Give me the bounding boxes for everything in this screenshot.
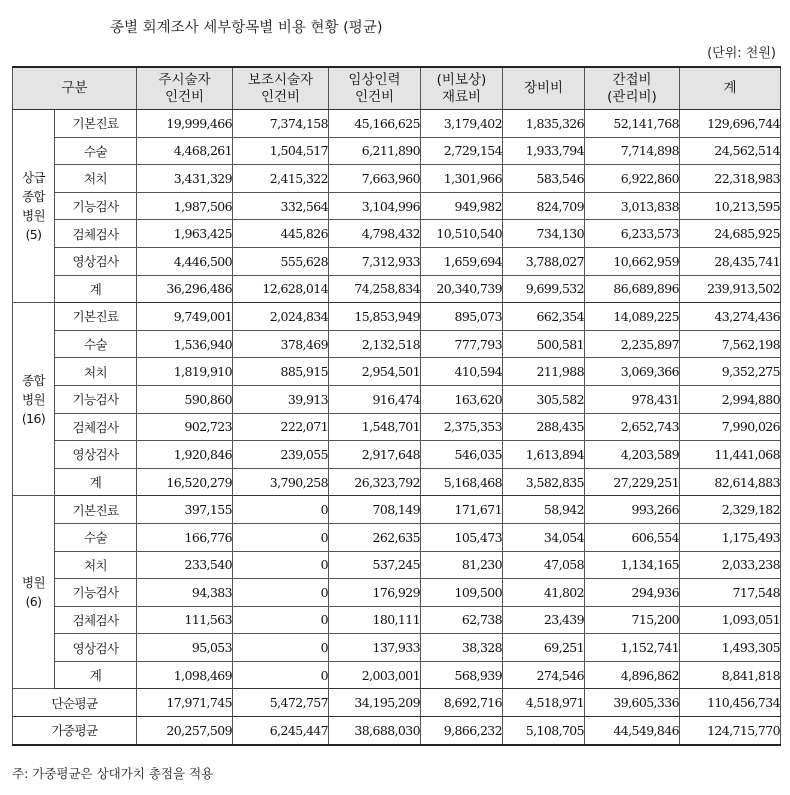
table-cell: 4,896,862: [585, 661, 680, 689]
table-cell: 17,971,745: [137, 689, 233, 717]
header-col: 간접비 (관리비): [585, 67, 680, 110]
table-row: [13, 220, 781, 248]
row-label: 처치: [55, 165, 137, 193]
table-cell: 8,841,818: [680, 661, 781, 689]
table-cell: 555,628: [233, 247, 329, 275]
row-label: 기본진료: [55, 496, 137, 524]
row-label: 계: [55, 661, 137, 689]
table-cell: 11,441,068: [680, 441, 781, 469]
table-cell: 708,149: [329, 496, 421, 524]
table-cell: 1,987,506: [137, 192, 233, 220]
table-cell: 1,548,701: [329, 413, 421, 441]
table-cell: 2,954,501: [329, 358, 421, 386]
table-cell: 74,258,834: [329, 275, 421, 303]
table-row: [13, 441, 781, 469]
table-cell: 19,999,466: [137, 110, 233, 138]
table-cell: 885,915: [233, 358, 329, 386]
table-cell: 2,024,834: [233, 303, 329, 331]
table-title: 종별 회계조사 세부항목별 비용 현황 (평균): [110, 20, 383, 36]
table-cell: 294,936: [585, 579, 680, 607]
row-label: 기능검사: [55, 192, 137, 220]
table-cell: 262,635: [329, 523, 421, 551]
table-cell: 583,546: [503, 165, 585, 193]
table-cell: 2,329,182: [680, 496, 781, 524]
table-cell: 332,564: [233, 192, 329, 220]
table-row: [13, 385, 781, 413]
unit-label: (단위: 천원): [707, 46, 776, 61]
header-category: 구분: [13, 67, 137, 110]
table-cell: 777,793: [421, 330, 503, 358]
table-cell: 10,662,959: [585, 247, 680, 275]
group-label: 종합 병원 (16): [13, 303, 55, 496]
table-cell: 568,939: [421, 661, 503, 689]
row-label: 처치: [55, 551, 137, 579]
table-cell: 20,340,739: [421, 275, 503, 303]
table-cell: 94,383: [137, 579, 233, 607]
row-label: 영상검사: [55, 247, 137, 275]
table-cell: 38,688,030: [329, 717, 421, 745]
table-row: [13, 358, 781, 386]
table-cell: 233,540: [137, 551, 233, 579]
table-cell: 0: [233, 661, 329, 689]
cost-table: [12, 66, 781, 746]
table-cell: 180,111: [329, 606, 421, 634]
table-cell: 26,323,792: [329, 468, 421, 496]
table-cell: 1,835,326: [503, 110, 585, 138]
table-cell: 2,003,001: [329, 661, 421, 689]
row-label: 기능검사: [55, 385, 137, 413]
table-cell: 1,819,910: [137, 358, 233, 386]
row-label: 기본진료: [55, 110, 137, 138]
table-cell: 378,469: [233, 330, 329, 358]
header-row: [13, 67, 781, 110]
table-cell: 1,098,469: [137, 661, 233, 689]
table-cell: 1,134,165: [585, 551, 680, 579]
table-cell: 95,053: [137, 634, 233, 662]
table-cell: 824,709: [503, 192, 585, 220]
table-cell: 105,473: [421, 523, 503, 551]
table-cell: 895,073: [421, 303, 503, 331]
group-label: 상급 종합 병원 (5): [13, 110, 55, 303]
table-cell: 4,798,432: [329, 220, 421, 248]
table-cell: 3,069,366: [585, 358, 680, 386]
table-cell: 28,435,741: [680, 247, 781, 275]
table-cell: 1,175,493: [680, 523, 781, 551]
table-cell: 537,245: [329, 551, 421, 579]
header-col: 계: [680, 67, 781, 110]
table-cell: 4,468,261: [137, 137, 233, 165]
summary-row: [13, 689, 781, 717]
table-cell: 993,266: [585, 496, 680, 524]
table-row: [13, 634, 781, 662]
table-cell: 500,581: [503, 330, 585, 358]
table-cell: 24,685,925: [680, 220, 781, 248]
table-cell: 163,620: [421, 385, 503, 413]
table-cell: 9,866,232: [421, 717, 503, 745]
table-cell: 397,155: [137, 496, 233, 524]
table-cell: 45,166,625: [329, 110, 421, 138]
table-cell: 7,562,198: [680, 330, 781, 358]
table-cell: 2,132,518: [329, 330, 421, 358]
table-row: [13, 192, 781, 220]
table-cell: 0: [233, 496, 329, 524]
table-cell: 171,671: [421, 496, 503, 524]
table-cell: 111,563: [137, 606, 233, 634]
row-label: 수술: [55, 137, 137, 165]
table-cell: 5,108,705: [503, 717, 585, 745]
table-cell: 109,500: [421, 579, 503, 607]
table-cell: 124,715,770: [680, 717, 781, 745]
table-cell: 1,613,894: [503, 441, 585, 469]
table-cell: 662,354: [503, 303, 585, 331]
table-cell: 23,439: [503, 606, 585, 634]
table-cell: 62,738: [421, 606, 503, 634]
table-row: [13, 496, 781, 524]
table-row: [13, 137, 781, 165]
table-cell: 9,749,001: [137, 303, 233, 331]
table-cell: 2,033,238: [680, 551, 781, 579]
table-cell: 14,089,225: [585, 303, 680, 331]
table-cell: 43,274,436: [680, 303, 781, 331]
table-cell: 41,802: [503, 579, 585, 607]
table-cell: 1,659,694: [421, 247, 503, 275]
summary-row: [13, 717, 781, 745]
table-cell: 1,963,425: [137, 220, 233, 248]
table-row: [13, 661, 781, 689]
table-cell: 2,652,743: [585, 413, 680, 441]
table-cell: 15,853,949: [329, 303, 421, 331]
table-cell: 2,917,648: [329, 441, 421, 469]
table-row: [13, 413, 781, 441]
table-cell: 288,435: [503, 413, 585, 441]
table-cell: 4,518,971: [503, 689, 585, 717]
table-cell: 58,942: [503, 496, 585, 524]
table-cell: 7,663,960: [329, 165, 421, 193]
table-cell: 6,211,890: [329, 137, 421, 165]
table-cell: 1,493,305: [680, 634, 781, 662]
table-cell: 211,988: [503, 358, 585, 386]
table-cell: 916,474: [329, 385, 421, 413]
group-label: 병원 (6): [13, 496, 55, 689]
table-cell: 715,200: [585, 606, 680, 634]
table-cell: 7,714,898: [585, 137, 680, 165]
table-cell: 5,168,468: [421, 468, 503, 496]
table-cell: 166,776: [137, 523, 233, 551]
table-cell: 239,913,502: [680, 275, 781, 303]
table-cell: 2,729,154: [421, 137, 503, 165]
table-cell: 6,922,860: [585, 165, 680, 193]
table-cell: 445,826: [233, 220, 329, 248]
table-cell: 39,913: [233, 385, 329, 413]
footnote: 주: 가중평균은 상대가치 총점을 적용: [12, 766, 214, 781]
table-cell: 3,582,835: [503, 468, 585, 496]
table-cell: 606,554: [585, 523, 680, 551]
table-cell: 6,245,447: [233, 717, 329, 745]
table-cell: 39,605,336: [585, 689, 680, 717]
table-cell: 4,446,500: [137, 247, 233, 275]
table-cell: 1,152,741: [585, 634, 680, 662]
table-row: [13, 579, 781, 607]
row-label: 계: [55, 468, 137, 496]
table-cell: 0: [233, 523, 329, 551]
table-cell: 0: [233, 634, 329, 662]
table-cell: 2,375,353: [421, 413, 503, 441]
table-row: [13, 110, 781, 138]
table-cell: 9,699,532: [503, 275, 585, 303]
table-cell: 6,233,573: [585, 220, 680, 248]
table-cell: 1,093,051: [680, 606, 781, 634]
table-row: [13, 165, 781, 193]
table-cell: 22,318,983: [680, 165, 781, 193]
table-cell: 590,860: [137, 385, 233, 413]
table-cell: 69,251: [503, 634, 585, 662]
table-cell: 8,692,716: [421, 689, 503, 717]
table-cell: 86,689,896: [585, 275, 680, 303]
header-col: 장비비: [503, 67, 585, 110]
table-row: [13, 303, 781, 331]
table-cell: 1,504,517: [233, 137, 329, 165]
table-cell: 410,594: [421, 358, 503, 386]
table-cell: 38,328: [421, 634, 503, 662]
table-cell: 5,472,757: [233, 689, 329, 717]
table-cell: 0: [233, 606, 329, 634]
table-cell: 734,130: [503, 220, 585, 248]
row-label: 수술: [55, 523, 137, 551]
table-cell: 27,229,251: [585, 468, 680, 496]
table-cell: 546,035: [421, 441, 503, 469]
row-label: 기본진료: [55, 303, 137, 331]
table-cell: 1,933,794: [503, 137, 585, 165]
table-cell: 36,296,486: [137, 275, 233, 303]
table-cell: 7,990,026: [680, 413, 781, 441]
table-cell: 2,994,880: [680, 385, 781, 413]
table-cell: 110,456,734: [680, 689, 781, 717]
table-cell: 176,929: [329, 579, 421, 607]
table-cell: 3,788,027: [503, 247, 585, 275]
header-col: 보조시술자 인건비: [233, 67, 329, 110]
table-cell: 978,431: [585, 385, 680, 413]
row-label: 영상검사: [55, 634, 137, 662]
table-row: [13, 523, 781, 551]
table-row: [13, 247, 781, 275]
table-cell: 34,195,209: [329, 689, 421, 717]
table-cell: 3,431,329: [137, 165, 233, 193]
row-label: 계: [55, 275, 137, 303]
header-col: (비보상) 재료비: [421, 67, 503, 110]
table-cell: 2,415,322: [233, 165, 329, 193]
table-cell: 47,058: [503, 551, 585, 579]
table-cell: 1,301,966: [421, 165, 503, 193]
summary-label: 단순평균: [13, 689, 137, 717]
row-label: 처치: [55, 358, 137, 386]
table-cell: 274,546: [503, 661, 585, 689]
row-label: 검체검사: [55, 413, 137, 441]
row-label: 영상검사: [55, 441, 137, 469]
table-row: [13, 606, 781, 634]
table-cell: 82,614,883: [680, 468, 781, 496]
table-cell: 305,582: [503, 385, 585, 413]
table-cell: 9,352,275: [680, 358, 781, 386]
table-cell: 44,549,846: [585, 717, 680, 745]
table-cell: 10,213,595: [680, 192, 781, 220]
table-cell: 34,054: [503, 523, 585, 551]
table-cell: 222,071: [233, 413, 329, 441]
table-row: [13, 275, 781, 303]
table-row: [13, 468, 781, 496]
table-cell: 949,982: [421, 192, 503, 220]
table-cell: 717,548: [680, 579, 781, 607]
summary-label: 가중평균: [13, 717, 137, 745]
table-cell: 52,141,768: [585, 110, 680, 138]
table-cell: 10,510,540: [421, 220, 503, 248]
table-cell: 0: [233, 579, 329, 607]
table-cell: 0: [233, 551, 329, 579]
table-cell: 3,013,838: [585, 192, 680, 220]
table-cell: 1,536,940: [137, 330, 233, 358]
table-cell: 81,230: [421, 551, 503, 579]
table-cell: 7,374,158: [233, 110, 329, 138]
table-cell: 902,723: [137, 413, 233, 441]
table-cell: 2,235,897: [585, 330, 680, 358]
table-cell: 16,520,279: [137, 468, 233, 496]
table-cell: 12,628,014: [233, 275, 329, 303]
header-col: 주시술자 인건비: [137, 67, 233, 110]
table-cell: 3,790,258: [233, 468, 329, 496]
row-label: 수술: [55, 330, 137, 358]
table-cell: 3,104,996: [329, 192, 421, 220]
table-cell: 1,920,846: [137, 441, 233, 469]
table-cell: 4,203,589: [585, 441, 680, 469]
row-label: 기능검사: [55, 579, 137, 607]
table-row: [13, 551, 781, 579]
row-label: 검체검사: [55, 220, 137, 248]
table-cell: 20,257,509: [137, 717, 233, 745]
row-label: 검체검사: [55, 606, 137, 634]
table-cell: 239,055: [233, 441, 329, 469]
table-cell: 24,562,514: [680, 137, 781, 165]
table-cell: 137,933: [329, 634, 421, 662]
header-col: 임상인력 인건비: [329, 67, 421, 110]
table-row: [13, 330, 781, 358]
table-cell: 3,179,402: [421, 110, 503, 138]
table-cell: 129,696,744: [680, 110, 781, 138]
table-cell: 7,312,933: [329, 247, 421, 275]
